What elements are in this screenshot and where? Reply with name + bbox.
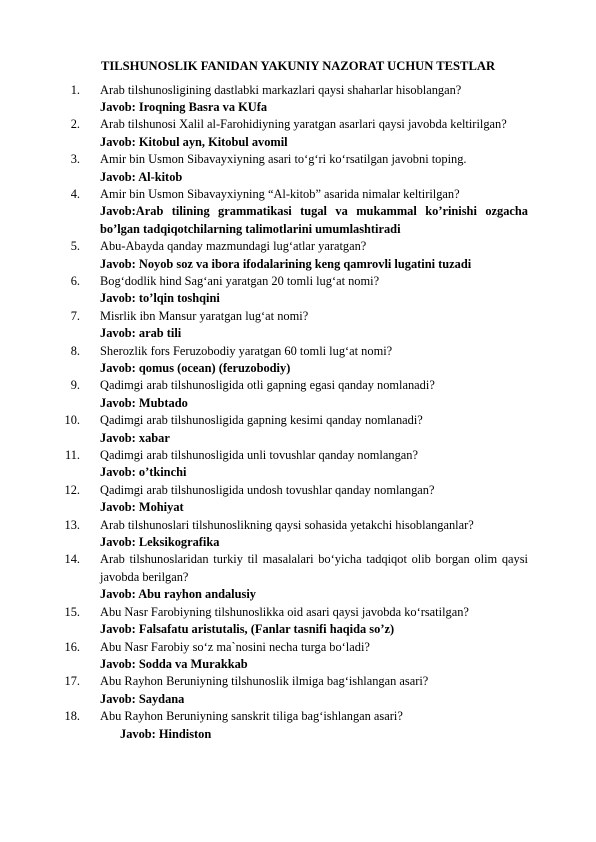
question-number: 9. <box>70 378 80 393</box>
question-item <box>56 517 528 552</box>
question-text: Amir bin Usmon Sibavayxiyning asari to‘g‘ri ko‘rsatilgan javobni toping. <box>100 152 467 167</box>
question-item <box>56 186 528 238</box>
question-item <box>56 377 528 412</box>
question-number: 5. <box>70 239 80 254</box>
question-number: 11. <box>64 448 80 463</box>
question-number: 15. <box>64 604 80 619</box>
question-item <box>56 673 528 708</box>
question-text: Abu Rayhon Beruniyning sanskrit tiliga bag‘ishlangan asari? <box>100 709 403 724</box>
question-number: 2. <box>70 117 80 132</box>
question-number: 12. <box>64 482 80 497</box>
question-text: Abu Rayhon Beruniyning tilshunoslik ilmiga bag‘ishlangan asari? <box>100 674 429 689</box>
question-item <box>56 82 528 117</box>
answer-text: Javob: Iroqning Basra va KUfa <box>100 99 268 114</box>
answer-text: Javob: Mubtado <box>100 395 188 410</box>
question-item <box>56 343 528 378</box>
question-item <box>56 639 528 674</box>
question-text: Amir bin Usmon Sibavayxiyning “Al-kitob” asarida nimalar keltirilgan? <box>100 186 460 201</box>
answer-text: Javob: o’tkinchi <box>100 465 187 480</box>
question-text: Misrlik ibn Mansur yaratgan lug‘at nomi? <box>100 308 309 323</box>
question-text: Bog‘dodlik hind Sag‘ani yaratgan 20 tomli lug‘at nomi? <box>100 273 380 288</box>
question-number: 4. <box>70 186 80 201</box>
question-number: 3. <box>70 152 80 167</box>
question-item <box>56 447 528 482</box>
question-number: 6. <box>70 273 80 288</box>
answer-text: Javob: Sodda va Murakkab <box>100 656 248 671</box>
question-number: 17. <box>64 674 80 689</box>
question-number: 18. <box>64 709 80 724</box>
question-item <box>56 604 528 639</box>
question-text: Arab tilshunoslaridan turkiy til masalalari bo‘yicha tadqiqot olib borgan olim qaysi javobda berilgan? <box>100 552 528 584</box>
question-item <box>56 151 528 186</box>
answer-text: Javob: Al-kitob <box>100 169 183 184</box>
answer-text: Javob: Abu rayhon andalusiy <box>100 587 256 602</box>
question-text: Qadimgi arab tilshunosligida gapning kesimi qanday nomlanadi? <box>100 413 423 428</box>
question-number: 7. <box>70 308 80 323</box>
question-text: Sherozlik fors Feruzobodiy yaratgan 60 tomli lug‘at nomi? <box>100 343 393 358</box>
answer-text: Javob:Arab tilining grammatikasi tugal va mukammal ko’rinishi ozgacha bo’lgan tadqiqotchilarning talimotlarini umumlashtiradi <box>100 204 528 236</box>
question-item <box>56 308 528 343</box>
question-text: Qadimgi arab tilshunosligida undosh tovushlar qanday nomlangan? <box>100 482 435 497</box>
question-item <box>56 551 528 603</box>
question-item <box>56 238 528 273</box>
question-text: Qadimgi arab tilshunosligida otli gapning egasi qanday nomlanadi? <box>100 378 435 393</box>
answer-text: Javob: arab tili <box>100 326 182 341</box>
question-number: 1. <box>70 82 80 97</box>
answer-text: Javob: Kitobul ayn, Kitobul avomil <box>100 134 288 149</box>
question-item <box>56 412 528 447</box>
answer-text: Javob: Noyob soz va ibora ifodalarining keng qamrovli lugatini tuzadi <box>100 256 472 271</box>
answer-text: Javob: Falsafatu aristutalis, (Fanlar tasnifi haqida so’z) <box>100 622 395 637</box>
answer-text: Javob: Hindiston <box>120 726 212 741</box>
answer-text: Javob: Saydana <box>100 691 185 706</box>
question-text: Arab tilshunosligining dastlabki markazlari qaysi shaharlar hisoblangan? <box>100 82 462 97</box>
answer-text: Javob: qomus (ocean) (feruzobodiy) <box>100 361 291 375</box>
question-item <box>56 482 528 517</box>
question-item <box>56 273 528 308</box>
question-number: 13. <box>64 517 80 532</box>
question-number: 8. <box>70 343 80 358</box>
document-title: TILSHUNOSLIK FANIDAN YAKUNIY NAZORAT UCHUN TESTLAR <box>100 59 496 73</box>
question-text: Abu-Abayda qanday mazmundagi lug‘atlar yaratgan? <box>100 239 367 254</box>
answer-text: Javob: Leksikografika <box>100 535 220 550</box>
question-text: Abu Nasr Farobiy so‘z ma`nosini necha turga bo‘ladi? <box>100 639 370 654</box>
question-number: 14. <box>64 552 80 567</box>
question-text: Qadimgi arab tilshunosligida unli tovushlar qanday nomlangan? <box>100 448 418 463</box>
question-number: 16. <box>64 639 80 654</box>
question-number: 10. <box>64 413 80 428</box>
question-list <box>56 82 528 743</box>
question-text: Arab tilshunosi Xalil al-Farohidiyning yaratgan asarlari qaysi javobda keltirilgan? <box>100 117 507 132</box>
question-text: Arab tilshunoslari tilshunoslikning qaysi sohasida yetakchi hisoblanganlar? <box>100 517 474 532</box>
answer-text: Javob: Mohiyat <box>100 500 184 515</box>
answer-text: Javob: to’lqin toshqini <box>100 291 220 306</box>
answer-text: Javob: xabar <box>100 430 170 445</box>
question-item <box>56 116 528 151</box>
question-item <box>56 708 528 743</box>
question-text: Abu Nasr Farobiyning tilshunoslikka oid asari qaysi javobda ko‘rsatilgan? <box>100 604 469 619</box>
